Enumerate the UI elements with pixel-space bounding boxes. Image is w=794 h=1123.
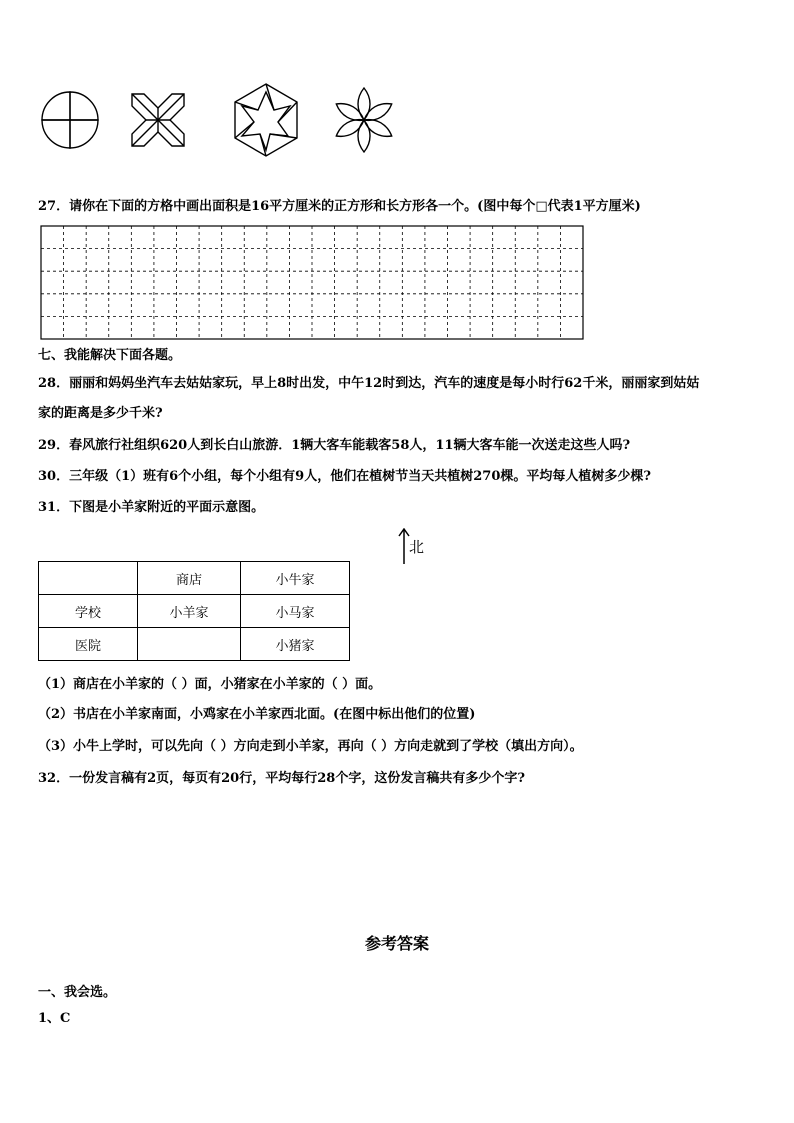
question-31: 31．下图是小羊家附近的平面示意图。 <box>38 500 265 515</box>
map-cell[interactable]: 小猪家 <box>241 628 350 661</box>
map-cell[interactable]: 商店 <box>138 562 241 595</box>
map-cell[interactable]: 医院 <box>39 628 138 661</box>
map-cell[interactable]: 小羊家 <box>138 595 241 628</box>
question-31-part2: （2）书店在小羊家南面，小鸡家在小羊家西北面。(在图中标出他们的位置) <box>38 707 476 722</box>
map-cell[interactable] <box>138 628 241 661</box>
hexagon-figure <box>235 84 297 156</box>
north-label: 北 <box>409 538 425 556</box>
pinwheel-figure <box>42 92 98 148</box>
cross-figure <box>132 94 184 146</box>
map-cell[interactable]: 学校 <box>39 595 138 628</box>
question-28-line2: 家的距离是多少千米? <box>38 406 163 421</box>
table-row <box>39 628 350 661</box>
map-cell[interactable]: 小牛家 <box>241 562 350 595</box>
map-cell[interactable] <box>39 562 138 595</box>
question-28-line1: 28．丽丽和妈妈坐汽车去姑姑家玩，早上8时出发，中午12时到达，汽车的速度是每小时行62千米，丽丽家到姑姑 <box>38 376 700 391</box>
question-27: 27．请你在下面的方格中画出面积是16平方厘米的正方形和长方形各一个。(图中每个□代表1平方厘米) <box>38 199 641 214</box>
table-row <box>39 595 350 628</box>
section-7-heading: 七、我能解决下面各题。 <box>38 348 182 363</box>
question-31-part1: （1）商店在小羊家的（ ）面，小猪家在小羊家的（ ）面。 <box>38 677 382 692</box>
table-row <box>39 562 350 595</box>
flower-figure <box>333 88 394 152</box>
map-cell[interactable]: 小马家 <box>241 595 350 628</box>
question-31-part3: （3）小牛上学时，可以先向（ ）方向走到小羊家，再向（ ）方向走就到了学校（填出方向）。 <box>38 739 583 754</box>
answer-1: 1、C <box>38 1011 71 1026</box>
drawing-grid[interactable] <box>40 225 584 341</box>
answers-title: 参考答案 <box>364 934 429 953</box>
neighborhood-map-table <box>38 561 350 661</box>
question-32: 32．一份发言稿有2页，每页有20行，平均每行28个字，这份发言稿共有多少个字? <box>38 771 525 786</box>
symmetry-figures <box>30 80 410 160</box>
question-29: 29．春风旅行社组织620人到长白山旅游．1辆大客车能载客58人，11辆大客车能一次送走这些人吗? <box>38 438 631 453</box>
answers-section-1: 一、我会选。 <box>38 985 117 1000</box>
question-30: 30．三年级（1）班有6个小组，每个小组有9人，他们在植树节当天共植树270棵。平均每人植树多少棵? <box>38 469 651 484</box>
